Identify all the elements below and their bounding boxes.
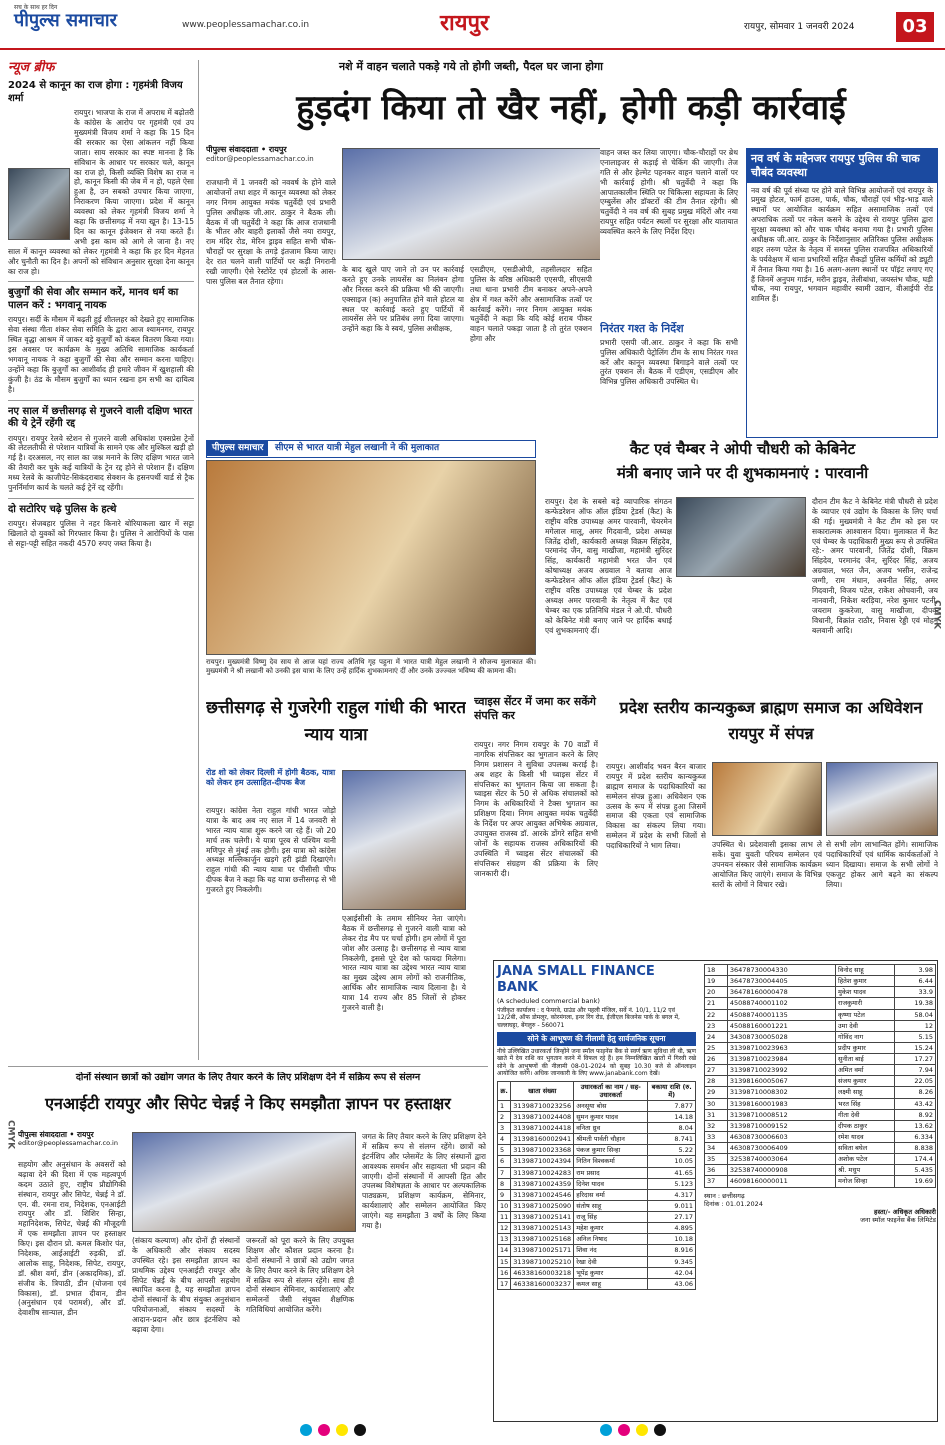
auction-row xyxy=(498,1100,696,1111)
auction-row xyxy=(705,976,936,987)
lead-subhead: निरंतर गश्त के निर्देश xyxy=(600,322,684,335)
auction-cell-acc: 31398710023368 xyxy=(511,1145,574,1156)
auction-cell-n: 6 xyxy=(498,1156,511,1167)
auction-row xyxy=(705,987,936,998)
brief-body-2: रायपुर। सर्दी के मौसम में बढ़ती हुई शीतलहर को देखते हुए सामाजिक सेवा संस्था गीता शंकर सेवा समिति के द्वारा आज श्यामनगर, रायपुर स्थित वृद्धा आश्रम में जाकर बड़े बुजुर्गों को कंबल वितरण किया गया। इस अवसर पर कार्यक्रम के मुख्य अतिथि सामाजिक कार्यकर्ता भगवानू नायक ने कहा बुजुर्गों की सेवा और सम्मान करना चाहिए। उन्होंने कहा कि बुजुर्गों का आशीर्वाद ही हमारे जीवन में खुशहाली की कुंजी है। ठंड के मौसम बुजुर्गों का ध्यान रखना हम सभी का दायित्व है। xyxy=(8,315,194,394)
bank-advertisement xyxy=(493,960,938,1422)
auction-row xyxy=(498,1156,696,1167)
auction-cell-name: रमेश यादव xyxy=(836,1131,895,1142)
cat-headline-1: कैट एवं चैम्बर ने ओपी चौधरी को केबिनेट xyxy=(629,440,856,458)
auction-cell-name: दिनेश यादव xyxy=(574,1178,648,1189)
nit-col-3: (संकाय कल्याण) और दोनों ही संस्थानों के अधिकारी और संकाय सदस्य उपस्थित रहे। इस समझौता ज्ञापन का प्राथमिक उद्देश्य एनआईटी रायपुर और सिपेट चेन्नई के बीच आपसी सहयोग स्थापित करना है, यह समझौता ज्ञापन दोनों संस्थानों के बीच संयुक्त अनुसंधान परियोजनाओं, संकाय सदस्यों के आदान-प्रदान और छात्र इंटर्नशिप को बढ़ावा देगा। xyxy=(132,1236,240,1335)
auction-cell-n: 30 xyxy=(705,1098,728,1109)
cm-meeting-title: सीएम से भारत यात्री मेहुल लखानी ने की मुलाकात xyxy=(275,443,440,453)
auction-cell-name: सुमन कुमार यादव xyxy=(574,1111,648,1122)
minister-photo xyxy=(8,168,70,240)
auction-cell-amt: 58.04 xyxy=(895,1009,936,1020)
auction-cell-n: 8 xyxy=(498,1178,511,1189)
property-body: रायपुर। नगर निगम रायपुर के 70 वार्डों में नागरिक संपत्तिकर का भुगतान करने के लिए निगम प्रशासन ने सुविधा उपलब्ध कराई है। अब शहर के किसी भी च्वाइस सेंटर में संपत्तिकर का भुगतान किया जा सकता है। च्वाइस सेंटर के 50 से अधिक संचालकों को निगम के अधिकारियों ने टैक्स भुगतान का प्रशिक्षण दिया। निगम आयुक्त मयंक चतुर्वेदी के निर्देश पर अपर आयुक्त अभिषेक अग्रवाल, उपायुक्त राजस्व डॉ. आरके डोंगरे सहित सभी जोनों के सहायक राजस्व अधिकारियों की उपस्थिति में च्वाइस सेंटर संचालकों की संपत्तिकर संग्रहण की प्रक्रिया के लिए जानकारी दी। xyxy=(474,740,598,878)
auction-row xyxy=(498,1134,696,1145)
auction-cell-n: 26 xyxy=(705,1054,728,1065)
auction-cell-amt: 15.24 xyxy=(895,1042,936,1053)
auction-cell-amt: 9.011 xyxy=(648,1200,696,1211)
auction-cell-name: विनोद साहू xyxy=(836,965,895,976)
site-url[interactable]: www.peoplessamachar.co.in xyxy=(182,20,310,30)
auction-row xyxy=(705,1087,936,1098)
auction-cell-n: 14 xyxy=(498,1245,511,1256)
auction-cell-name: पंकज कुमार सिन्हा xyxy=(574,1145,648,1156)
auction-row xyxy=(705,1054,936,1065)
nit-byline: पीपुल्स संवाददाता xyxy=(18,1130,67,1139)
auction-cell-amt: 174.4 xyxy=(895,1154,936,1165)
auction-cell-name: श्रीमती पार्वती चौहान xyxy=(574,1134,648,1145)
auction-cell-amt: 8.04 xyxy=(648,1123,696,1134)
col-name: उधारकर्ता का नाम / सह-उधारकर्ता xyxy=(574,1081,648,1100)
auction-cell-acc: 31398160002941 xyxy=(511,1134,574,1145)
auction-cell-name: भूपेंद्र कुमार xyxy=(574,1267,648,1278)
rahul-subhead: रोड शो को लेकर दिल्ली में होगी बैठक, यात्रा को लेकर हम उत्साहित-दीपक बैज xyxy=(206,768,336,787)
notice-title: सोने के आभूषण की नीलामी हेतु सार्वजनिक सूचना xyxy=(497,1032,696,1045)
auction-cell-name: अमित वर्मा xyxy=(836,1065,895,1076)
nit-byline-block: पीपुल्स संवाददाता • रायपुर editor@peoplessamachar.co.in xyxy=(18,1130,128,1156)
col-acc: खाता संख्या xyxy=(511,1081,574,1100)
auction-cell-acc: 46098160000011 xyxy=(727,1176,835,1187)
reg-mark-black-2 xyxy=(654,1424,666,1436)
auction-cell-n: 32 xyxy=(705,1120,728,1131)
nit-col-4: जरूरतों को पूरा करने के लिए उपयुक्त शिक्षण और कौशल प्रदान करना है। दोनों संस्थानों ने छात्रों को उद्योग जगत के लिए तैयार करने के लिए प्रशिक्षण देने में सक्रिय रूप से संलग्न रहेंगे। साथ ही दोनों संस्थान सेमिनार, कार्यशालाएं और सम्मेलनों जैसी संयुक्त शैक्षणिक गतिविधियां आयोजित करेंगे। xyxy=(246,1236,354,1315)
auction-cell-amt: 3.98 xyxy=(895,965,936,976)
auction-cell-n: 13 xyxy=(498,1234,511,1245)
cmyk-mark-right: CMYK xyxy=(931,600,942,630)
auction-cell-n: 37 xyxy=(705,1176,728,1187)
auction-cell-name: उमा देवी xyxy=(836,1020,895,1031)
nit-col-1: सहयोग और अनुसंधान के अवसरों को बढ़ावा देने की दिशा में एक महत्वपूर्ण कदम उठाते हुए, राष्ट्रीय प्रौद्योगिकी संस्थान, रायपुर और सिपेट, चेन्नई ने डॉ. एन. वी. रमना राव, निदेशक, एनआईटी रायपुर और डॉ. शिशिर सिन्हा, महानिदेशक, सिपेट, चेन्नई की मौजूदगी में एक समझौता ज्ञापन पर हस्ताक्षर किए। इस दौरान प्रो. कमल किशोर पंत, निदेशक, आईआईटी रुड़की, डॉ. आलोक साहू, निदेशक, सिपेट, रायपुर, डॉ. श्रीश वर्मा, डीन (अकादमिक), डॉ. संजीव के. त्रिपाठी, डीन (योजना एवं विकास), डॉ. प्रभात दीवान, डीन (अनुसंधान एवं परामर्श), और डॉ. देवाशीष सान्याल, डीन xyxy=(18,1160,126,1318)
lead-kicker: नशे में वाहन चलाते पकड़े गये तो होगी जब्ती, पैदल घर जाना होगा xyxy=(338,60,604,73)
auction-cell-name: संजय कुमार xyxy=(836,1076,895,1087)
cat-headline-block xyxy=(545,440,940,494)
auction-cell-n: 3 xyxy=(498,1123,511,1134)
auction-cell-n: 2 xyxy=(498,1111,511,1122)
auction-cell-acc: 31398710024359 xyxy=(511,1178,574,1189)
auction-cell-n: 4 xyxy=(498,1134,511,1145)
auction-cell-n: 33 xyxy=(705,1131,728,1142)
dateline: रायपुर, सोमवार 1 जनवरी 2024 xyxy=(744,22,855,32)
brief-body-1: रायपुर। भाजपा के राज में अपराध में बढ़ोतरी के कांग्रेस के आरोप पर गृहमंत्री एवं उप मुख्यमंत्री विजय शर्मा ने कहा कि 15 दिन की सरकार का ऐसा आंकलन नहीं किया जाता। साय सरकार का स्पष्ट मानना है कि संविधान के आधार पर सरकार चले, कानून का राज हो, किसी व्यक्ति विशेष का राज न हो, कानून किसी की जेब में न हो, पहले ऐसा हुआ है, उन सबको उपचार किया जाएगा, निराकरण किया जाएगा। प्रदेश में कानून व्यवस्था को लेकर गृहमंत्री विजय शर्मा ने कहा कि छत्तीसगढ़ में नया खून है। 13-15 दिन का कानून इंजेक्शन से नया करते हैं। अभी इस काम को आगे ले जाना है। नए साल में कानून व्यवस्था को लेकर गृहमंत्री ने कहा कि हर दिन मेहनत और चुनौती का दिन है। अपनों को संविधान अनुसार सुरक्षा देना कानून का राज हो। xyxy=(8,108,194,276)
auction-cell-acc: 32538740003064 xyxy=(727,1154,835,1165)
lead-sub-body: प्रभारी एसपी जी.आर. ठाकुर ने कहा कि सभी पुलिस अधिकारी पेट्रोलिंग टीम के साथ निरंतर गश्त करें और कानून व्यवस्था बिगाड़ने वाले तत्वों पर तुरंत एक्शन लें। बैठक में एडीएम, एसडीएम और विभिन्न पुलिस अधिकारी उपस्थित थे। xyxy=(600,337,738,387)
bank-name: JANA SMALL FINANCE BANK xyxy=(497,964,655,996)
brahmin-col-1: रायपुर। आशीर्वाद भवन बैरन बाजार रायपुर में प्रदेश स्तरीय कान्यकुब्ज ब्राह्मण समाज के पदाधिकारियों का सम्मेलन संपन्न हुआ। अधिवेशन एक उत्सव के रूप में संपन्न हुआ जिसमें समाज की एकता एवं सामाजिक विकास का संकल्प लिया गया। सम्मेलन में प्रदेश के सभी जिलों से पदाधिकारियों ने भाग लिया। xyxy=(606,762,706,851)
auction-cell-n: 21 xyxy=(705,998,728,1009)
auction-cell-n: 16 xyxy=(498,1267,511,1278)
auction-cell-n: 18 xyxy=(705,965,728,976)
auction-cell-amt: 5.435 xyxy=(895,1165,936,1176)
auction-cell-amt: 33.9 xyxy=(895,987,936,998)
auction-cell-acc: 32538740000908 xyxy=(727,1165,835,1176)
auction-cell-n: 24 xyxy=(705,1031,728,1042)
cat-photo xyxy=(676,497,806,577)
auction-row xyxy=(498,1223,696,1234)
reg-mark-yellow xyxy=(336,1424,348,1436)
brief-title-3: नए साल में छत्तीसगढ़ से गुजरने वाली दक्षिण भारत की ये ट्रेनें रहेंगी रद्द xyxy=(8,405,193,430)
auction-row xyxy=(705,1120,936,1131)
cm-meeting-header xyxy=(206,440,536,458)
auction-row xyxy=(705,1154,936,1165)
auction-cell-amt: 42.04 xyxy=(648,1267,696,1278)
auction-cell-n: 20 xyxy=(705,987,728,998)
auction-cell-name: लक्ष्मी साहू xyxy=(836,1087,895,1098)
auction-cell-amt: 8.26 xyxy=(895,1087,936,1098)
auction-cell-amt: 41.65 xyxy=(648,1167,696,1178)
auction-cell-acc: 31398710025210 xyxy=(511,1256,574,1267)
auction-row xyxy=(705,1143,936,1154)
brand-logo: पीपुल्स समाचार xyxy=(14,10,117,31)
auction-row xyxy=(498,1267,696,1278)
reg-mark-black xyxy=(354,1424,366,1436)
auction-cell-name: मनोज सिन्हा xyxy=(836,1176,895,1187)
nit-byline-city: रायपुर xyxy=(76,1130,94,1139)
auction-cell-acc: 31398710025090 xyxy=(511,1200,574,1211)
auction-cell-name: राजकुमारी xyxy=(836,998,895,1009)
auction-cell-name: सुनीता बाई xyxy=(836,1054,895,1065)
auction-row xyxy=(498,1123,696,1134)
auction-cell-acc: 31398710023992 xyxy=(727,1065,835,1076)
footer-sign: हस्ता/- अधिकृत अधिकारी xyxy=(874,1207,936,1216)
footer-bank: जना स्मॉल फाइनेंस बैंक लिमिटेड xyxy=(860,1215,936,1224)
auction-cell-n: 17 xyxy=(498,1278,511,1289)
lead-col-1: राजधानी में 1 जनवरी को नववर्ष के होने वाले आयोजनों तथा शहर में कानून व्यवस्था को लेकर नगर निगम आयुक्त मयंक चतुर्वेदी एवं प्रभारी पुलिस अधीक्षक जी.आर. ठाकुर ने बैठक ली। बैठक में जी चतुर्वेदी ने कहा कि आज राजधानी के भीतर और बाहरी इलाकों जैसे नया रायपुर, राम मंदिर रोड, मेरिन ड्राइव सहित सभी चौक-चौराहों पर सुरक्षा के तगड़े इंतजाम किया जाए। देर रात चलने वाली पार्टियों पर कड़ी निगरानी रखी जाएगी। ऐसे रेस्टोरेंट एवं होटलों के आस-पास पुलिस बल तैनात रहेगा। xyxy=(206,178,336,286)
auction-cell-acc: 31398710024546 xyxy=(511,1189,574,1200)
auction-cell-name: रेखा देवी xyxy=(574,1256,648,1267)
auction-row xyxy=(705,1009,936,1020)
reg-mark-cyan xyxy=(300,1424,312,1436)
lead-col-2: के बाद खुले पाए जाने तो उन पर कार्रवाई करते हुए उनके लायसेंस का निलंबन होगा और निरस्त करने की प्रक्रिया भी की जाएगी। एक्साइज (क) अनुपालित होने वाले होटल या स्थल पर कार्रवाई करते हुए पार्टियों में लायसेंस लेने पर प्रतिबंध लगा दिया जाएगा। उन्होंने कहा कि वे स्वयं, पुलिस अधीक्षक, xyxy=(342,265,464,334)
auction-cell-n: 12 xyxy=(498,1223,511,1234)
auction-cell-n: 11 xyxy=(498,1212,511,1223)
auction-cell-name: शिवा नंद xyxy=(574,1245,648,1256)
brand-tagline: सच के साथ हर दिन xyxy=(14,4,58,11)
auction-cell-n: 5 xyxy=(498,1145,511,1156)
auction-cell-acc: 46308730006409 xyxy=(727,1143,835,1154)
cat-col-1: रायपुर। देश के सबसे बड़े व्यापारिक संगठन कन्फेडरेशन ऑफ ऑल इंडिया ट्रेडर्स (कैट) के राष्ट्रीय वरिष्ठ उपाध्यक्ष अमर पारवानी, चेयरमेन मगेलाल मालू, अमर गिदवानी, प्रदेश अध्यक्ष जितेंद्र दोशी, कार्यकारी अध्यक्ष विक्रम सिंहदेव, परमानंद जैन, वासु माखीजा, महामंत्री सुरिंदर सिंह, कार्यकारी महामंत्री भरत जैन एवं कोषाध्यक्ष अजय अग्रवाल ने बताया आज कन्फेडरेशन ऑफ ऑल इंडिया ट्रेडर्स (कैट) के राष्ट्रीय वरिष्ठ उपाध्यक्ष एवं चेम्बर के प्रदेश अध्यक्ष अमर पारवानी के नेतृत्व में कैट एवं चेम्बर का एक प्रतिनिधि मंडल ने ओ.पी. चौधरी को केबिनेट मंत्री बनाए जाने पर हार्दिक बधाई एवं शुभकामनाएं दीं। xyxy=(545,497,672,635)
auction-cell-acc: 31398710023256 xyxy=(511,1100,574,1111)
auction-cell-amt: 6.44 xyxy=(895,976,936,987)
auction-cell-name: हरिदास वर्मा xyxy=(574,1189,648,1200)
auction-cell-amt: 17.27 xyxy=(895,1054,936,1065)
auction-row xyxy=(705,1109,936,1120)
cmyk-mark-left: CMYK xyxy=(5,1120,16,1150)
auction-cell-acc: 31398710009152 xyxy=(727,1120,835,1131)
auction-cell-amt: 8.92 xyxy=(895,1109,936,1120)
footer-date: दिनांक : 01.01.2024 xyxy=(704,1199,763,1208)
auction-cell-name: मुकेश यादव xyxy=(836,987,895,998)
rahul-headline: छत्तीसगढ़ से गुजरेगी राहुल गांधी की भारत न्याय यात्रा xyxy=(206,698,466,746)
lead-byline-city: रायपुर xyxy=(268,145,287,154)
rahul-col-1: रायपुर। कांग्रेस नेता राहुल गांधी भारत जोड़ो यात्रा के बाद अब नए साल में 14 जनवरी से भारत न्याय यात्रा शुरू करने जा रहे हैं। जो 20 मार्च तक चलेगी। ये यात्रा पूरब से पश्चिम यानी मणिपुर से मुंबई तक होगी। इस यात्रा को कांग्रेस अध्यक्ष मल्लिकार्जुन खड़गे हरी झंडी दिखाएंगे। राहुल गांधी की न्याय यात्रा पर पीसीसी चीफ दीपक बैज ने कहा कि यह यात्रा छत्तीसगढ़ से भी गुजरते हुए निकलेगी। xyxy=(206,806,336,895)
auction-cell-acc: 31398710024408 xyxy=(511,1111,574,1122)
auction-cell-amt: 19.69 xyxy=(895,1176,936,1187)
auction-cell-name: अशोक पटेल xyxy=(836,1154,895,1165)
auction-cell-amt: 8.741 xyxy=(648,1134,696,1145)
auction-cell-n: 28 xyxy=(705,1076,728,1087)
auction-row xyxy=(498,1145,696,1156)
col-sno: क्र. xyxy=(498,1081,511,1100)
nit-headline: एनआईटी रायपुर और सिपेट चेन्नई ने किए समझौता ज्ञापन पर हस्ताक्षर xyxy=(45,1094,451,1113)
auction-cell-n: 7 xyxy=(498,1167,511,1178)
auction-cell-n: 34 xyxy=(705,1143,728,1154)
auction-cell-amt: 43.42 xyxy=(895,1098,936,1109)
auction-row xyxy=(705,1065,936,1076)
auction-cell-n: 31 xyxy=(705,1109,728,1120)
auction-cell-amt: 4.317 xyxy=(648,1189,696,1200)
auction-cell-name: श्री. मधुप xyxy=(836,1165,895,1176)
auction-row xyxy=(705,1165,936,1176)
auction-cell-name: सविता बघेल xyxy=(836,1143,895,1154)
brief-title-4: दो सटोरिए चढ़े पुलिस के हत्थे xyxy=(8,503,117,515)
reg-mark-magenta xyxy=(318,1424,330,1436)
auction-cell-acc: 31398710024283 xyxy=(511,1167,574,1178)
auction-cell-acc: 31398160001983 xyxy=(727,1098,835,1109)
rahul-photo xyxy=(342,770,466,910)
lead-col-3: एसडीएम, एसडीओपी, तहसीलदार सहित पुलिस के वरिष्ठ अधिकारी एएसपी, सीएसपी तथा थाना प्रभारी टीम बनाकर अपने-अपने क्षेत्र में गश्त करेंगे और असामाजिक तत्वों पर कार्रवाई करेंगे। नगर निगम आयुक्त मयंक चतुर्वेदी ने कहा कि यदि कोई शराब पीकर वाहन चलाते पकड़ा जाता है तो तुरंत एक्शन होगा और xyxy=(470,265,592,344)
auction-row xyxy=(498,1278,696,1289)
auction-cell-n: 1 xyxy=(498,1100,511,1111)
cm-meeting-photo xyxy=(206,460,536,655)
brahmin-photo-1 xyxy=(712,762,822,836)
nit-photo xyxy=(132,1132,356,1232)
auction-cell-name: नितिन विश्वकर्मा xyxy=(574,1156,648,1167)
police-box-title: नव वर्ष के मद्देनजर रायपुर पुलिस की चाक चौबंद व्यवस्था xyxy=(747,149,937,183)
auction-cell-n: 23 xyxy=(705,1020,728,1031)
auction-cell-acc: 31398710025141 xyxy=(511,1212,574,1223)
brief-title-1: 2024 से कानून का राज होगा : गृहमंत्री विजय शर्मा xyxy=(8,80,183,104)
auction-cell-name: अनसूया बोस xyxy=(574,1100,648,1111)
column-divider xyxy=(198,60,199,1060)
auction-row xyxy=(498,1178,696,1189)
auction-row xyxy=(705,1131,936,1142)
police-box xyxy=(746,148,938,438)
brahmin-photo-2 xyxy=(826,762,938,836)
nit-col-5: जगत के लिए तैयार करने के लिए प्रशिक्षण देने में सक्रिय रूप से संलग्न रहेंगे। छात्रों को इंटर्नशिप और प्लेसमेंट के लिए संस्थानों द्वारा आवश्यक समर्थन और सहायता भी प्रदान की जाएगी। दोनों संस्थानों में आपसी हित और उपलब्ध विशेषज्ञता के आधार पर अल्पकालिक पाठ्यक्रम, प्रशिक्षण कार्यक्रम, सेमिनार, कार्यशालाएं और सम्मेलन आयोजित किए जाएंगे। यह समझौता 3 वर्षों के लिए किया गया है। xyxy=(362,1132,486,1231)
auction-cell-name: कृष्णा पटेल xyxy=(836,1009,895,1020)
auction-cell-acc: 31398710024418 xyxy=(511,1123,574,1134)
auction-row xyxy=(705,1031,936,1042)
auction-cell-name: अनिल निषाद xyxy=(574,1234,648,1245)
footer-place: स्थान : छत्तीसगढ़ xyxy=(704,1191,745,1200)
nit-email[interactable]: editor@peoplessamachar.co.in xyxy=(18,1139,118,1148)
auction-row xyxy=(705,1076,936,1087)
auction-cell-name: गोविंद नाग xyxy=(836,1031,895,1042)
brief-body-4: रायपुर। सेजबहार पुलिस ने नहर किनारे बोरियाकला खार में सट्टा खिलाते दो युवकों को गिरफ्तार किया है। पुलिस ने आरोपियों के पास से सट्टा-पट्टी सहित नकदी 4570 रुपए जब्त किया है। xyxy=(8,519,194,549)
auction-table-right xyxy=(704,964,936,1188)
cat-col-1b xyxy=(676,580,806,692)
auction-row xyxy=(498,1200,696,1211)
auction-cell-amt: 9.345 xyxy=(648,1256,696,1267)
auction-cell-acc: 36478730004330 xyxy=(727,965,835,976)
bank-office: पंजीकृत कार्यालय : द फेयरवे, ग्राउंड और पहली मंजिल, सर्वे नं. 10/1, 11/2 एवं 12/2बी, ऑफ डोमलूर, कोरमंगला, इनर रिंग रोड, ईजीएल बिजनेस पार्क के बगल में, चल्लाघट्टा, बेंगलुरु - 560071 xyxy=(497,1006,680,1029)
auction-cell-amt: 8.838 xyxy=(895,1143,936,1154)
auction-cell-n: 27 xyxy=(705,1065,728,1076)
auction-row xyxy=(498,1245,696,1256)
auction-row xyxy=(498,1256,696,1267)
brahmin-headline: प्रदेश स्तरीय कान्यकुब्ज ब्राह्मण समाज का अधिवेशन रायपुर में संपन्न xyxy=(619,698,923,743)
auction-cell-name: कमल साहू xyxy=(574,1278,648,1289)
auction-row xyxy=(498,1234,696,1245)
auction-row xyxy=(498,1111,696,1122)
auction-cell-amt: 14.18 xyxy=(648,1111,696,1122)
auction-cell-acc: 31398710025168 xyxy=(511,1234,574,1245)
auction-row xyxy=(705,1042,936,1053)
auction-cell-acc: 46338160003237 xyxy=(511,1278,574,1289)
brahmin-col-2: उपस्थित थे। प्रदेशवासी इसका लाभ ले सकें। युवा युवती परिचय सम्मेलन एवं उपनयन संस्कार जैसे सामाजिक कार्यक्रम आयोजित किए जाएंगे। समाज के विभिन्न स्तरों के लोगों ने विचार रखे। xyxy=(712,840,822,889)
auction-cell-acc: 31398160005067 xyxy=(727,1076,835,1087)
lead-col-4: वाहन जब्त कर लिया जाएगा। चौक-चौराहों पर ब्रेथ एनालाइजर से कड़ाई से चेकिंग की जाएगी। तेज गति से और हेल्मेट पहनकर वाहन चलाने वालों पर भी कार्रवाई होगी। श्री चतुर्वेदी ने कहा कि आपातकालीन स्थिति पर चिकित्सा सहायता के लिए एम्बुलेंस और डॉक्टरों की टीम तैनात रहेगी। श्री चतुर्वेदी ने नव वर्ष की सुबह प्रमुख मंदिरों और नया रायपुर सहित पर्यटन स्थलों पर सुरक्षा और यातायात व्यवस्थित करने के लिए निर्देश दिए। xyxy=(600,148,738,318)
auction-cell-name: प्रदीप कुमार xyxy=(836,1042,895,1053)
rahul-col-2: एआईसीसी के तमाम सीनियर नेता जाएंगे। बैठक में छत्तीसगढ़ से गुजरने वाली यात्रा को लेकर रोड मैप पर चर्चा होगी। हम लोगों में पूरा जोश और उत्साह है। छत्तीसगढ़ से न्याय यात्रा निकलेगी, इससे पूरे देश को फायदा मिलेगा। भारत न्याय यात्रा का उद्देश्य भारत न्याय यात्रा का मुख्य उद्देश्य आम लोगों को राजनीतिक, आर्थिक और सामाजिक न्याय दिलाना है। ये यात्रा 14 राज्य और 85 जिलों से होकर गुजरने वाली है। xyxy=(342,914,466,1013)
auction-cell-amt: 7.94 xyxy=(895,1065,936,1076)
auction-cell-acc: 46308730006603 xyxy=(727,1131,835,1142)
cm-meeting-caption: रायपुर। मुख्यमंत्री विष्णु देव साय से आज यहां राज्य अतिथि गृह पहुना में भारत यात्री मेहुल लखानी ने सौजन्य मुलाकात की। मुख्यमंत्री ने श्री लखानी को उनकी इस यात्रा के लिए उन्हें हार्दिक शुभकामनाएं दीं और उनके उज्ज्वल भविष्य की कामना की। xyxy=(206,658,536,676)
property-headline: च्वाइस सेंटर में जमा कर सकेंगे संपत्ति कर xyxy=(474,695,596,722)
brief-title-2: बुजुर्गों की सेवा और सम्मान करें, मानव धर्म का पालन करें : भगवानू नायक xyxy=(8,287,179,311)
auction-cell-n: 15 xyxy=(498,1256,511,1267)
cat-col-3: दौरान टीम कैट ने केबिनेट मंत्री चौधरी से प्रदेश के व्यापार एवं उद्योग के विकास के लिए चर्चा की गई। मुख्यमंत्री ने कैट टीम को इस पर सकारात्मक आश्वासन दिया। मुलाकात में कैट एवं चेम्बर के पदाधिकारी मुख्य रूप से उपस्थित रहे:- अमर पारवानी, जितेंद्र दोशी, विक्रम सिंहदेव, परमानंद जैन, सुरिंदर सिंह, अजय अग्रवाल, भरत जैन, अजय भसीन, राजेन्द्र जग्गी, राम मंधान, अवनीत सिंह, अमर गिदवानी, विजय पटेल, राकेश ओचवानी, जय नानवानी, निकेश बरड़िया, नरेश कुमार पटनी, जयराम कुकरेजा, वासु माखीजा, दीपक विधानी, विक्रांत राठौर, निवास रेड्डी एवं मोहन बलवानी आदि। xyxy=(812,497,938,635)
auction-cell-name: राम प्रसाद xyxy=(574,1167,648,1178)
brahmin-col-3: से सभी लोग लाभान्वित होंगे। सामाजिक पदाधिकारियों एवं धार्मिक कार्यकर्ताओं ने ध्यान दिखाया। समाज के सभी लोगों ने एकजुट होकर आगे बढ़ने का संकल्प लिया। xyxy=(826,840,938,889)
auction-cell-acc: 45088740001102 xyxy=(727,998,835,1009)
news-brief-label: न्यूज ब्रीफ xyxy=(8,60,55,75)
lead-email[interactable]: editor@peoplessamachar.co.in xyxy=(206,155,314,163)
auction-cell-acc: 31398710025171 xyxy=(511,1245,574,1256)
lead-headline: हुड़दंग किया तो खैर नहीं, होगी कड़ी कार्रवाई xyxy=(296,88,846,128)
lead-sub-section xyxy=(600,322,738,432)
auction-table-left xyxy=(497,1081,696,1290)
auction-cell-amt: 12 xyxy=(895,1020,936,1031)
lead-byline-block: पीपुल्स संवाददाता • रायपुर editor@peoplessamachar.co.in xyxy=(206,145,336,175)
auction-row xyxy=(498,1189,696,1200)
auction-row xyxy=(705,1020,936,1031)
auction-cell-name: वनिता ध्रुव xyxy=(574,1123,648,1134)
auction-cell-amt: 27.17 xyxy=(648,1212,696,1223)
auction-cell-n: 35 xyxy=(705,1154,728,1165)
auction-cell-acc: 46338160003218 xyxy=(511,1267,574,1278)
auction-cell-amt: 8.916 xyxy=(648,1245,696,1256)
auction-row xyxy=(705,998,936,1009)
auction-row xyxy=(705,965,936,976)
news-brief-column xyxy=(8,60,194,1060)
auction-cell-acc: 31398710023963 xyxy=(727,1042,835,1053)
auction-cell-acc: 31398710025143 xyxy=(511,1223,574,1234)
auction-cell-name: भरत सिंह xyxy=(836,1098,895,1109)
auction-cell-n: 36 xyxy=(705,1165,728,1176)
lead-byline: पीपुल्स संवाददाता xyxy=(206,145,259,154)
auction-cell-name: संतोष साहू xyxy=(574,1200,648,1211)
auction-cell-acc: 31398710008512 xyxy=(727,1109,835,1120)
col-amt: बकाया राशि (रु. में) xyxy=(648,1081,696,1100)
notice-body: नीचे उल्लिखित उधारकर्ता जिन्होंने जना स्मॉल फाइनेंस बैंक से स्वर्ण ऋण सुविधा ली थी, ऋण खाते में देय राशि का भुगतान करने में विफल रहे हैं। हम निम्नलिखित खातों में गिरवी रखे सोने के आभूषणों की नीलामी 08-01-2024 को सुबह 10.30 बजे से ऑनलाइन आयोजित करेंगे। अधिक जानकारी के लिए www.janabank.com देखें। xyxy=(497,1047,696,1077)
section-divider xyxy=(8,1066,488,1067)
reg-mark-cyan-2 xyxy=(600,1424,612,1436)
cat-headline-2: मंत्री बनाए जाने पर दी शुभकामनाएं : पारवानी xyxy=(616,463,869,482)
auction-cell-amt: 10.05 xyxy=(648,1156,696,1167)
auction-cell-acc: 36478730004405 xyxy=(727,976,835,987)
auction-cell-amt: 7.877 xyxy=(648,1100,696,1111)
auction-cell-n: 22 xyxy=(705,1009,728,1020)
auction-row xyxy=(498,1212,696,1223)
auction-row xyxy=(705,1176,936,1187)
auction-cell-acc: 45088160001221 xyxy=(727,1020,835,1031)
auction-row xyxy=(705,1098,936,1109)
police-box-body: नव वर्ष की पूर्व संध्या पर होने वाले विभिन्न आयोजनों एवं रायपुर के प्रमुख होटल, फार्म हाउस, पार्क, चौक, चौराहों एवं भीड़-भाड़ वाले स्थानों पर आयोजित कार्यक्रम सहित असामाजिक तत्वों एवं अपराधिक तत्वों पर नकेल कसने के उद्देश्य से रायपुर पुलिस द्वारा सुरक्षा व्यवस्था को और चाक चौबंद बनाया गया है। प्रभारी पुलिस अधीक्षक जी.आर. ठाकुर के निर्देशानुसार अतिरिक्त पुलिस अधीक्षक शहर तरुण पटेल के नेतृत्व में समस्त पुलिस राजपत्रित अधिकारियों के पर्यवेक्षण में थाना प्रभारियों सहित सैकड़ों पुलिस कर्मियों को ड्यूटी में तैनात किया गया है। 16 अलग-अलग स्थानों पर पॉइंट लगाए गए हैं जिनमें अनुपम गार्डन, मरीन ड्राइव, तेलीबांधा, जयस्तंभ चौक, घड़ी चौक, नया रायपुर, भगवान महावीर स्वामी उद्यान, वीआईपी रोड शामिल हैं। xyxy=(751,185,933,304)
brief-body-3: रायपुर। रायपुर रेलवे स्टेशन से गुजरने वाली अधिकांश एक्सप्रेस ट्रेनों की लेटलतीफी से परेशान यात्रियों के सामने एक और मुश्किल खड़ी हो गई है। दरअसल, नए साल का जश्न मनाने के लिए दक्षिण भारत जाने की तैयारी कर चुके कई यात्रियों के ट्रेन रद्द होने से परेशान हैं। दक्षिण मध्य रेलवे के काजीपेट-सिकंदराबाद सेक्शन के हसनपर्थी यार्ड से ट्रैक पुनर्निर्माण कार्य के चलते कई ट्रेनें रद्द रहेंगी। xyxy=(8,433,194,492)
auction-cell-n: 9 xyxy=(498,1189,511,1200)
nit-kicker: दोनों संस्थान छात्रों को उद्योग जगत के लिए तैयार करने के लिए प्रशिक्षण देने में सक्रिय रूप से संलग्न xyxy=(75,1072,421,1083)
auction-cell-amt: 43.06 xyxy=(648,1278,696,1289)
auction-cell-amt: 22.05 xyxy=(895,1076,936,1087)
auction-cell-n: 10 xyxy=(498,1200,511,1211)
reg-mark-magenta-2 xyxy=(618,1424,630,1436)
auction-cell-acc: 36478160000478 xyxy=(727,987,835,998)
auction-cell-amt: 6.334 xyxy=(895,1131,936,1142)
auction-cell-n: 25 xyxy=(705,1042,728,1053)
auction-cell-amt: 5.15 xyxy=(895,1031,936,1042)
auction-cell-amt: 13.62 xyxy=(895,1120,936,1131)
auction-cell-amt: 10.18 xyxy=(648,1234,696,1245)
auction-cell-name: दीपक ठाकुर xyxy=(836,1120,895,1131)
page-number: 03 xyxy=(896,12,934,42)
auction-cell-n: 19 xyxy=(705,976,728,987)
city-name: रायपुर xyxy=(440,11,489,36)
auction-cell-acc: 45088740001135 xyxy=(727,1009,835,1020)
auction-cell-name: राजू सिंह xyxy=(574,1212,648,1223)
cm-meeting-tag: पीपुल्स समाचार xyxy=(207,441,268,456)
auction-cell-acc: 31398710024394 xyxy=(511,1156,574,1167)
auction-cell-name: हितेश कुमार xyxy=(836,976,895,987)
auction-cell-acc: 34308730005028 xyxy=(727,1031,835,1042)
auction-cell-n: 29 xyxy=(705,1087,728,1098)
auction-cell-acc: 31398710008302 xyxy=(727,1087,835,1098)
auction-row xyxy=(498,1167,696,1178)
bank-sub: (A scheduled commercial bank) xyxy=(497,996,600,1005)
auction-cell-name: गीता देवी xyxy=(836,1109,895,1120)
auction-cell-amt: 19.38 xyxy=(895,998,936,1009)
auction-cell-amt: 5.123 xyxy=(648,1178,696,1189)
auction-cell-name: महेश कुमार xyxy=(574,1223,648,1234)
reg-mark-yellow-2 xyxy=(636,1424,648,1436)
auction-cell-acc: 31398710023984 xyxy=(727,1054,835,1065)
auction-cell-amt: 5.22 xyxy=(648,1145,696,1156)
masthead xyxy=(0,0,945,50)
auction-cell-amt: 4.895 xyxy=(648,1223,696,1234)
